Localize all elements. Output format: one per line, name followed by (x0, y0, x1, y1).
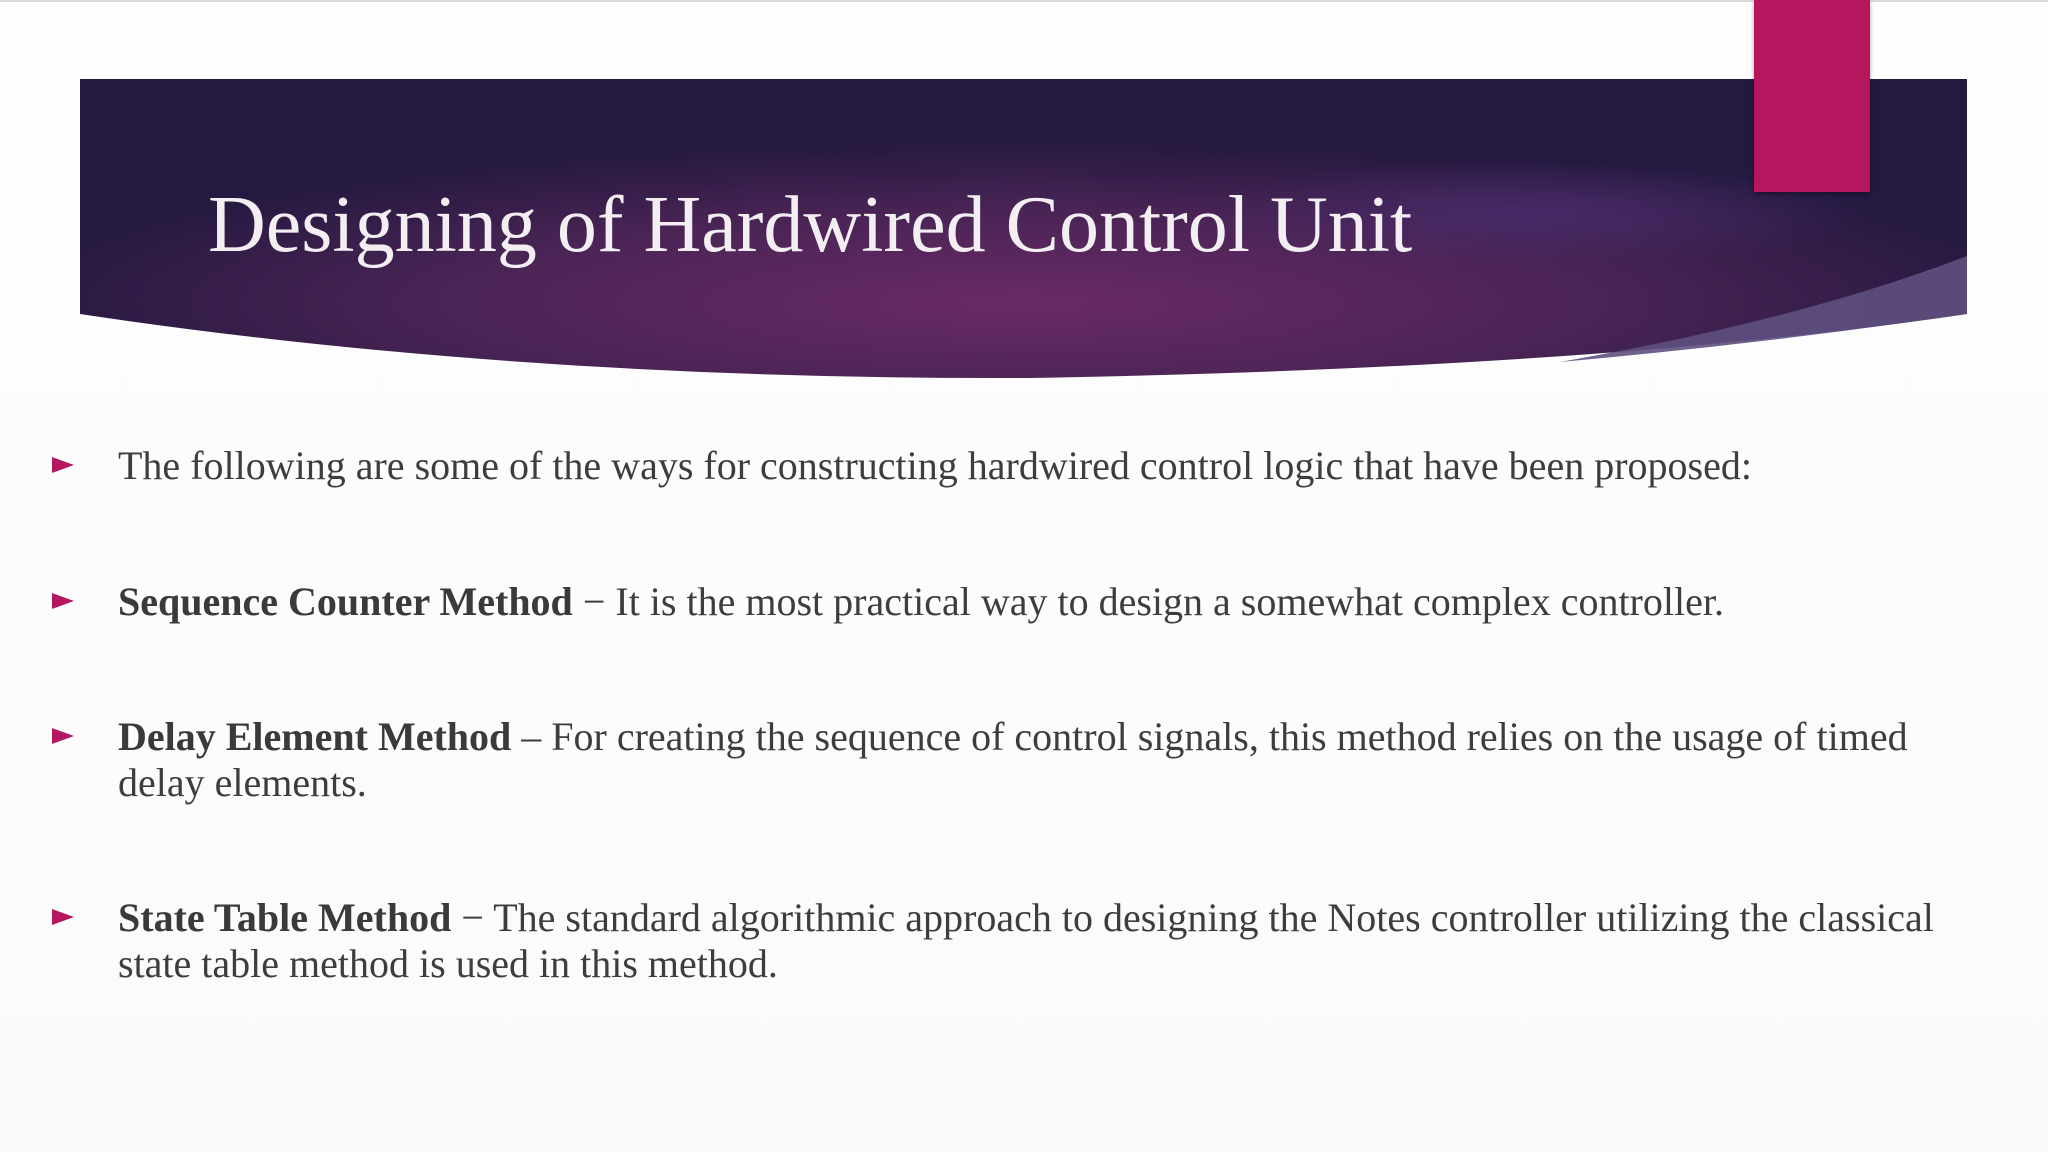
bullet-text (118, 443, 1978, 489)
triangle-right-icon (52, 457, 74, 473)
bullet-term: Sequence Counter Method (118, 579, 573, 624)
bullet-separator: – (511, 714, 552, 759)
accent-tab (1754, 0, 1870, 192)
triangle-right-icon (52, 728, 74, 744)
bullet-description: The following are some of the ways for constructing hardwired control logic that have been proposed: (118, 443, 1752, 488)
bullet-description: For creating the sequence of control signals, this method relies on the usage of timed delay elements. (118, 714, 1908, 805)
bullet-text (118, 714, 1978, 806)
triangle-right-icon (52, 909, 74, 925)
bullet-separator: − (572, 579, 616, 624)
bullet-term: Delay Element Method (118, 714, 512, 759)
bullet-separator: − (451, 895, 494, 940)
bullet-description: The standard algorithmic approach to designing the Notes controller utilizing the classical state table method is used in this method. (118, 895, 1934, 986)
bullet-term: State Table Method (118, 895, 452, 940)
slide-title: Designing of Hardwired Control Unit (208, 181, 1413, 269)
triangle-right-icon (52, 593, 74, 609)
bullet-description: It is the most practical way to design a somewhat complex controller. (615, 579, 1724, 624)
bullet-text (118, 895, 1978, 987)
bullet-text (118, 579, 1978, 625)
